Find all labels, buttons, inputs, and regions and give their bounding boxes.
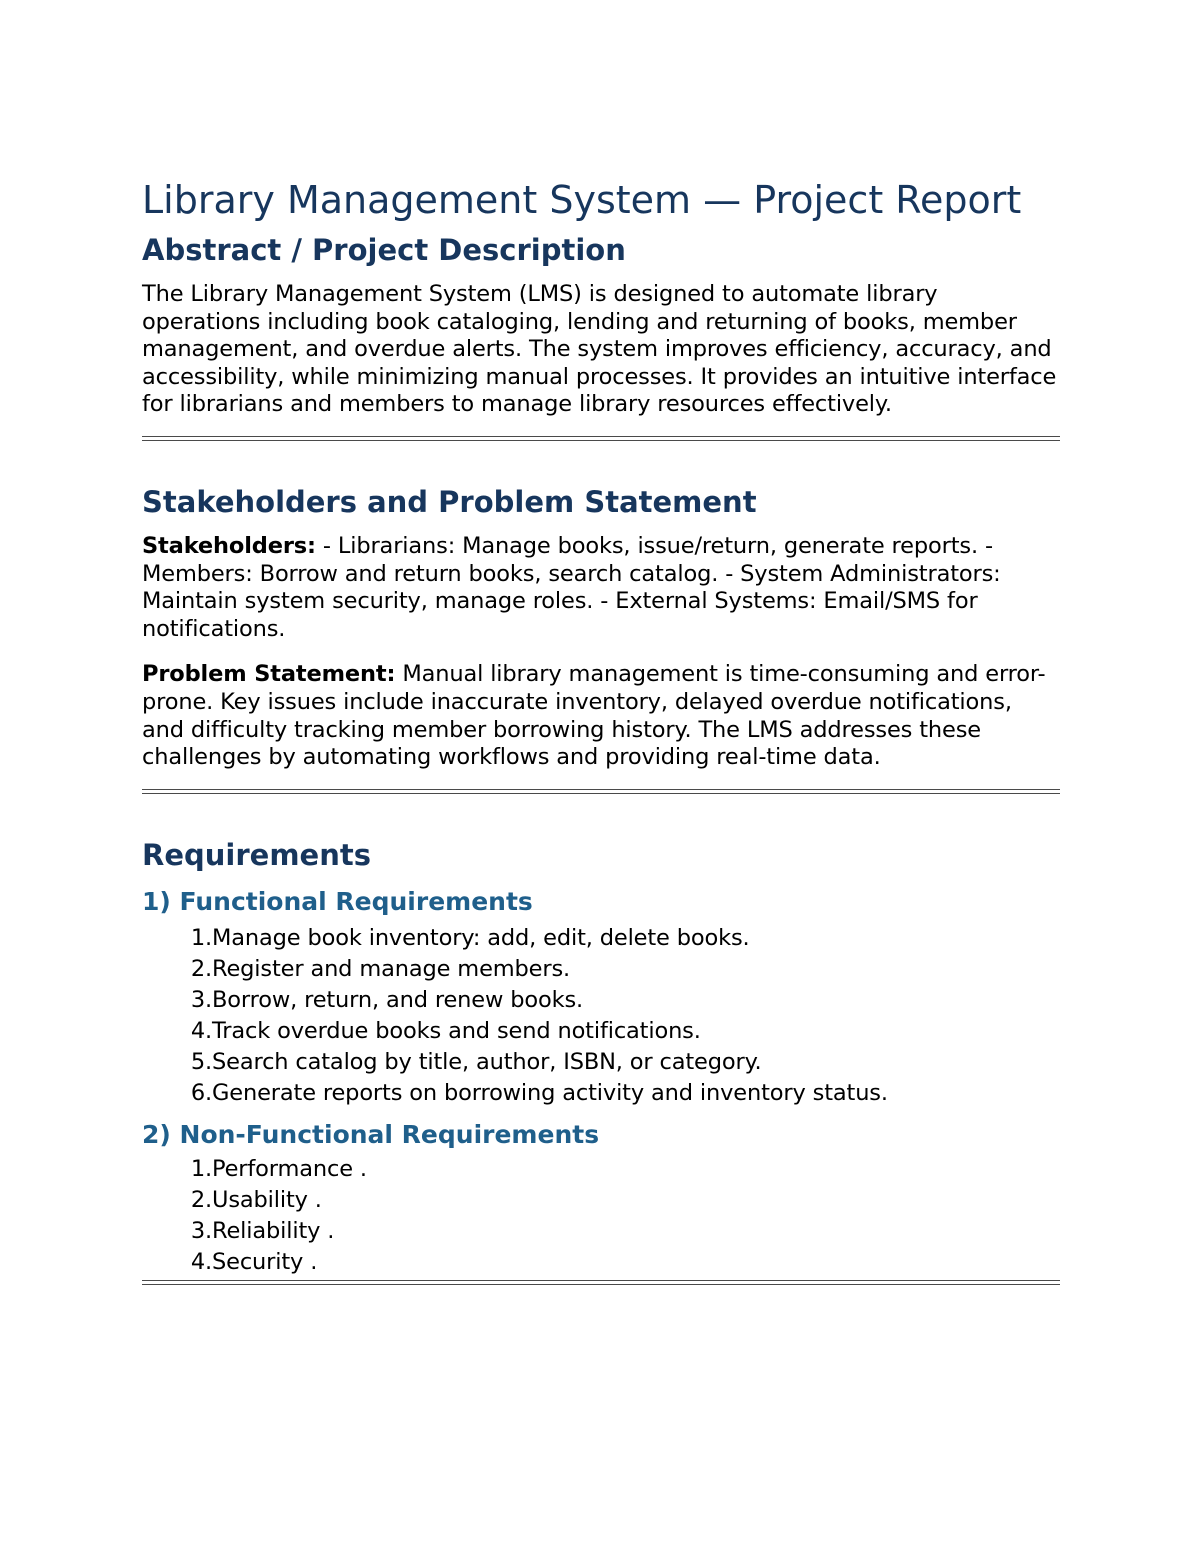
abstract-paragraph: The Library Management System (LMS) is designed to automate library operations including book cataloging, lending and returning of books, member management, and overdue alerts. The system improves efficiency, accuracy, and accessibility, while minimizing manual processes. It provides an intuitive interface for librarians and members to manage library resources effectively. bbox=[142, 281, 1057, 418]
list-number: 3. bbox=[190, 1217, 212, 1244]
list-text: Search catalog by title, author, ISBN, or category. bbox=[212, 1048, 762, 1075]
abstract-heading: Abstract / Project Description bbox=[142, 233, 626, 267]
list-number: 2. bbox=[190, 955, 212, 982]
list-number: 3. bbox=[190, 986, 212, 1013]
list-item bbox=[142, 923, 1060, 954]
functional-requirements-list bbox=[142, 923, 1060, 1109]
problem-statement-text: Manual library management is time-consuming and error-prone. Key issues include inaccurate inventory, delayed overdue notifications, and difficulty tracking member borrowing history. The LMS addresses these challenges by automating workflows and providing real-time data. bbox=[142, 661, 1046, 771]
list-text: Reliability . bbox=[212, 1217, 335, 1244]
stakeholders-paragraph bbox=[142, 533, 1060, 643]
list-item bbox=[142, 1078, 1060, 1109]
list-text: Performance . bbox=[212, 1155, 367, 1182]
list-text: Usability . bbox=[212, 1186, 322, 1213]
document-title: Library Management System — Project Report bbox=[142, 178, 1022, 222]
non-functional-requirements-list bbox=[142, 1154, 1060, 1278]
stakeholders-heading: Stakeholders and Problem Statement bbox=[142, 484, 757, 519]
list-text: Track overdue books and send notifications. bbox=[212, 1017, 701, 1044]
list-item bbox=[142, 1154, 1060, 1185]
list-item bbox=[142, 1247, 1060, 1278]
problem-statement-label: Problem Statement: bbox=[142, 661, 396, 688]
list-number: 1. bbox=[190, 1155, 212, 1182]
non-functional-requirements-heading: 2) Non-Functional Requirements bbox=[142, 1119, 600, 1149]
list-text: Register and manage members. bbox=[212, 955, 571, 982]
list-item bbox=[142, 1047, 1060, 1078]
list-item bbox=[142, 985, 1060, 1016]
requirements-heading: Requirements bbox=[142, 837, 371, 872]
list-number: 4. bbox=[190, 1017, 212, 1044]
list-number: 2. bbox=[190, 1186, 212, 1213]
list-item bbox=[142, 1016, 1060, 1047]
list-number: 4. bbox=[190, 1248, 212, 1275]
stakeholders-text: - Librarians: Manage books, issue/return, generate reports. - Members: Borrow and return books, search catalog. - System Administrators: Maintain system security, manage roles. - External Systems: Email/SMS for notifications. bbox=[142, 532, 1001, 642]
list-text: Manage book inventory: add, edit, delete books. bbox=[212, 924, 750, 951]
functional-requirements-heading: 1) Functional Requirements bbox=[142, 886, 533, 916]
stakeholders-label: Stakeholders: bbox=[142, 532, 316, 559]
list-text: Security . bbox=[212, 1248, 318, 1275]
list-text: Borrow, return, and renew books. bbox=[212, 986, 584, 1013]
list-item bbox=[142, 1185, 1060, 1216]
list-text: Generate reports on borrowing activity and inventory status. bbox=[212, 1079, 888, 1106]
problem-statement-paragraph bbox=[142, 661, 1060, 771]
document-page bbox=[142, 172, 1060, 1285]
list-number: 5. bbox=[190, 1048, 212, 1075]
list-item bbox=[142, 954, 1060, 985]
list-item bbox=[142, 1216, 1060, 1247]
section-divider bbox=[142, 1280, 1060, 1285]
list-number: 1. bbox=[190, 924, 212, 951]
list-number: 6. bbox=[190, 1079, 212, 1106]
